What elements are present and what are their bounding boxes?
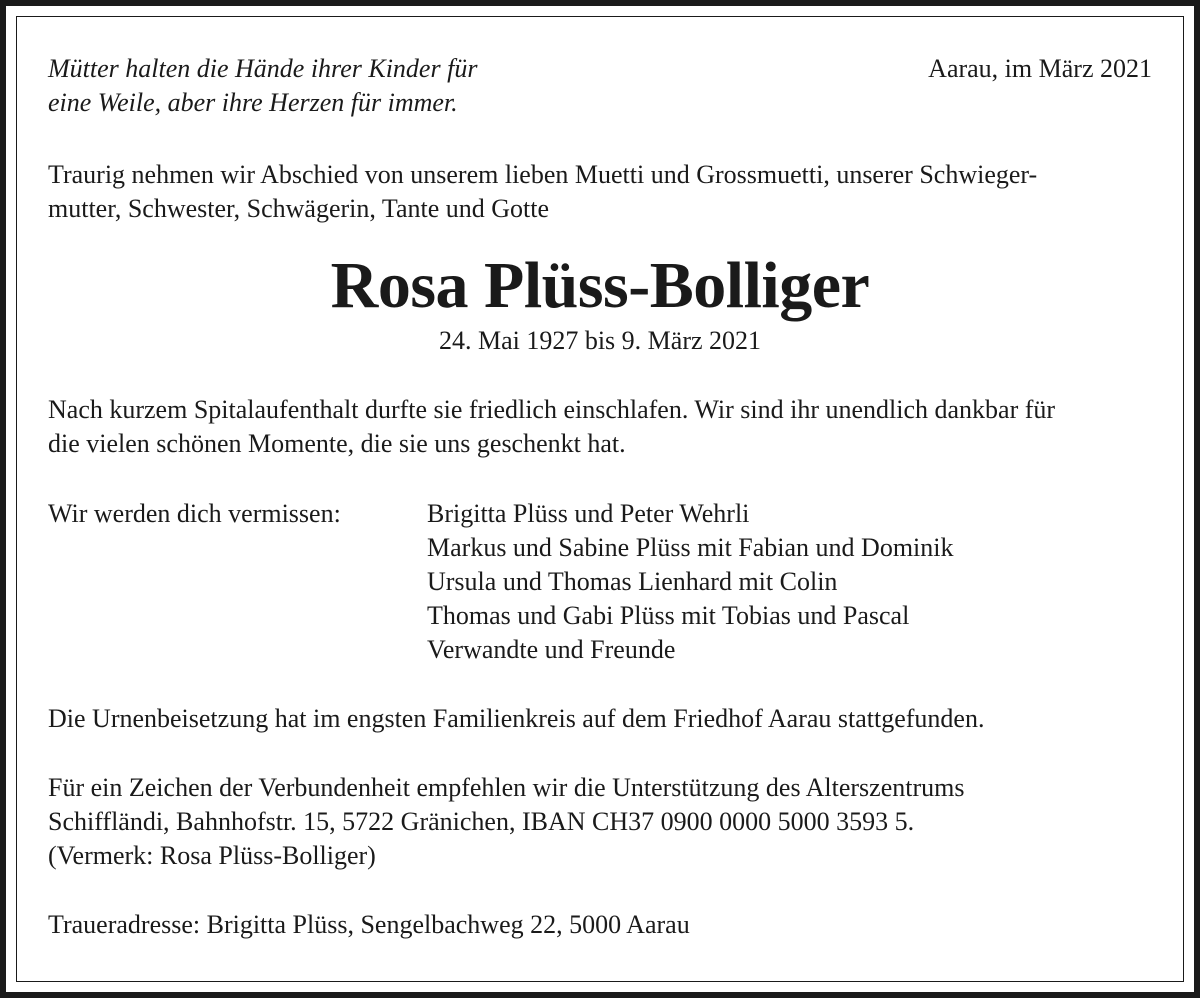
deceased-name: Rosa Plüss-Bolliger xyxy=(330,249,870,322)
donation-paragraph xyxy=(48,771,1152,873)
donation-line: (Vermerk: Rosa Plüss-Bolliger) xyxy=(48,841,376,870)
life-dates: 24. Mai 1927 bis 9. März 2021 xyxy=(438,326,762,355)
mourner-item: Ursula und Thomas Lienhard mit Colin xyxy=(427,567,838,596)
motto-line: Mütter halten die Hände ihrer Kinder für xyxy=(48,54,478,83)
intro-paragraph xyxy=(48,158,1152,226)
obituary-notice xyxy=(48,52,1152,942)
mourners-list xyxy=(427,497,954,667)
mourner-item: Verwandte und Freunde xyxy=(427,635,676,664)
passing-line: Nach kurzem Spitalaufenthalt durfte sie friedlich einschlafen. Wir sind ihr unendlich dankbar für xyxy=(48,395,1056,424)
passing-line: die vielen schönen Momente, die sie uns geschenkt hat. xyxy=(48,429,626,458)
mourning-address: Traueradresse: Brigitta Plüss, Sengelbachweg 22, 5000 Aarau xyxy=(48,910,690,939)
donation-line: Schiffländi, Bahnhofstr. 15, 5722 Gränichen, IBAN CH37 0900 0000 5000 3593 5. xyxy=(48,807,915,836)
donation-line: Für ein Zeichen der Verbundenheit empfehlen wir die Unterstützung des Alterszentrums xyxy=(48,773,965,802)
mourner-item: Markus und Sabine Plüss mit Fabian und Dominik xyxy=(427,533,954,562)
passing-paragraph xyxy=(48,393,1152,461)
mourner-item: Thomas und Gabi Plüss mit Tobias und Pascal xyxy=(427,601,910,630)
motto-quote xyxy=(48,52,477,120)
mourners-label: Wir werden dich vermissen: xyxy=(48,499,341,528)
mourner-item: Brigitta Plüss und Peter Wehrli xyxy=(427,499,750,528)
header-row xyxy=(48,52,1152,120)
burial-paragraph: Die Urnenbeisetzung hat im engsten Familienkreis auf dem Friedhof Aarau stattgefunden. xyxy=(48,704,985,733)
intro-line: mutter, Schwester, Schwägerin, Tante und Gotte xyxy=(48,194,550,223)
motto-line: eine Weile, aber ihre Herzen für immer. xyxy=(48,88,458,117)
mourners-section xyxy=(48,497,1152,667)
intro-line: Traurig nehmen wir Abschied von unserem lieben Muetti und Grossmuetti, unserer Schwieger- xyxy=(48,160,1038,189)
place-date: Aarau, im März 2021 xyxy=(928,54,1152,83)
